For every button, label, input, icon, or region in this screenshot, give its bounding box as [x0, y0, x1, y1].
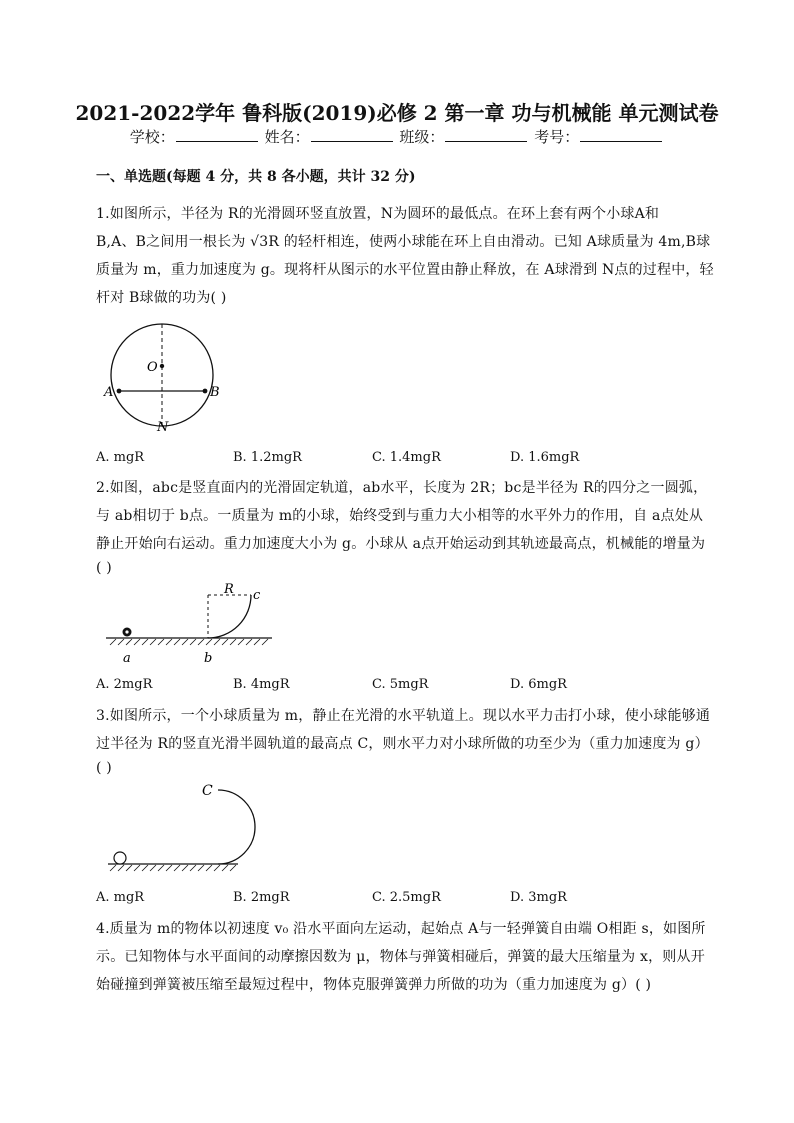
q3-option-d[interactable]: D. 3mgR: [510, 890, 567, 905]
student-info-row: [0, 126, 794, 147]
exam-number-label: 考号：: [534, 128, 580, 146]
q1-line-4: 杆对 B球做的功为( ): [96, 290, 227, 306]
q4-line-1: 4.质量为 m的物体以初速度 v₀ 沿水平面向左运动，起始点 A与一轻弹簧自由端 O相距 s，如图所: [96, 921, 706, 937]
q3-figure-semicircle: [108, 780, 268, 876]
q2-line-3: 静止开始向右运动。重力加速度大小为 g。小球从 a点开始运动到其轨迹最高点，机械能的增量为: [96, 536, 706, 552]
q4-line-2: 示。已知物体与水平面间的动摩擦因数为 μ，物体与弹簧相碰后，弹簧的最大压缩量为 x，则从开: [96, 949, 705, 965]
q4-line-3: 始碰撞到弹簧被压缩至最短过程中，物体克服弹簧弹力所做的功为（重力加速度为 g）( ): [96, 977, 652, 993]
q3-label-c: C: [202, 783, 213, 799]
q3-option-b[interactable]: B. 2mgR: [233, 890, 290, 905]
q1-figure-circle: [100, 318, 230, 438]
page-title: 2021-2022学年 鲁科版(2019)必修 2 第一章 功与机械能 单元测试卷: [75, 101, 719, 125]
q2-line-2: 与 ab相切于 b点。一质量为 m的小球，始终受到与重力大小相等的水平外力的作用，自 a点处从: [96, 508, 704, 524]
q2-label-c: c: [253, 588, 261, 603]
q1-option-a[interactable]: A. mgR: [96, 450, 145, 465]
q3-option-c[interactable]: C. 2.5mgR: [372, 890, 441, 905]
q1-option-c[interactable]: C. 1.4mgR: [372, 450, 441, 465]
q1-line-1: 1.如图所示，半径为 R的光滑圆环竖直放置，N为圆环的最低点。在环上套有两个小球A和: [96, 206, 660, 222]
q2-label-a: a: [123, 651, 131, 666]
q2-option-b[interactable]: B. 4mgR: [233, 677, 290, 692]
q3-option-a[interactable]: A. mgR: [96, 890, 145, 905]
q1-option-b[interactable]: B. 1.2mgR: [233, 450, 302, 465]
name-label: 姓名：: [264, 128, 310, 146]
q1-line-2: B,A、B之间用一根长为 √3R 的轻杆相连，使两小球能在环上自由滑动。已知 A球质量为 4m,B球: [96, 234, 711, 250]
q1-label-o: O: [147, 360, 158, 375]
q2-figure-track: [106, 582, 276, 668]
q1-label-a: A: [104, 385, 114, 400]
class-label: 班级：: [399, 128, 445, 146]
school-label: 学校：: [129, 128, 175, 146]
q2-label-b: b: [204, 651, 213, 666]
q2-option-d[interactable]: D. 6mgR: [510, 677, 567, 692]
q2-option-a[interactable]: A. 2mgR: [96, 677, 153, 692]
q1-option-d[interactable]: D. 1.6mgR: [510, 450, 580, 465]
exam-number-blank[interactable]: [580, 129, 662, 142]
q2-line-1: 2.如图，abc是竖直面内的光滑固定轨道，ab水平，长度为 2R；bc是半径为 R的四分之一圆弧，: [96, 480, 708, 496]
section-heading: 一、单选题(每题 4 分，共 8 各小题，共计 32 分): [96, 169, 416, 185]
q1-label-n: N: [157, 420, 169, 435]
q2-line-4: ( ): [96, 560, 112, 576]
name-blank[interactable]: [311, 129, 393, 142]
q3-line-1: 3.如图所示，一个小球质量为 m，静止在光滑的水平轨道上。现以水平力击打小球，使小球能够通: [96, 708, 711, 724]
q1-line-3: 质量为 m，重力加速度为 g。现将杆从图示的水平位置由静止释放，在 A球滑到 N点的过程中，轻: [96, 262, 714, 278]
q3-line-2: 过半径为 R的竖直光滑半圆轨道的最高点 C，则水平力对小球所做的功至少为（重力加速度为 g）: [96, 736, 709, 752]
q3-line-3: ( ): [96, 760, 112, 776]
q1-label-b: B: [210, 385, 220, 400]
q2-label-r: R: [224, 582, 234, 597]
school-blank[interactable]: [176, 129, 258, 142]
class-blank[interactable]: [445, 129, 527, 142]
q2-option-c[interactable]: C. 5mgR: [372, 677, 429, 692]
